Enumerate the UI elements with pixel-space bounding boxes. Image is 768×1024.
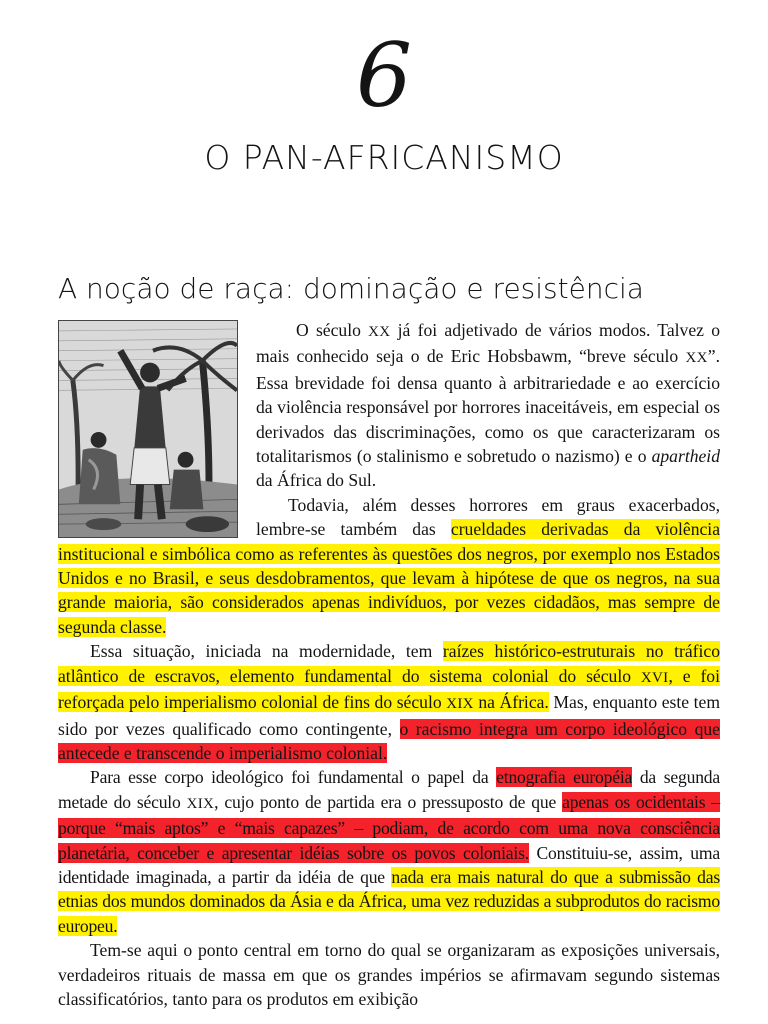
text-run: Constituiu-se, assim, uma identidade imaginada, a partir da idéia de que <box>58 842 720 887</box>
body-text <box>58 318 720 1011</box>
small-caps-run: XVI <box>640 669 669 686</box>
yellow-highlight: nada era mais natural do que a submissão das etnias dos mundos dominados da Ásia e da África, uma vez reduzidas a subprodutos do racismo europeu. <box>58 866 720 936</box>
text-run: Essa situação, iniciada na modernidade, tem <box>90 641 443 662</box>
text-run: O século <box>296 320 369 340</box>
small-caps-run: XX <box>368 324 391 340</box>
italic-run: apartheid <box>651 446 720 467</box>
text-run: da segunda metade do século <box>58 767 720 812</box>
paragraph-3 <box>58 639 720 765</box>
paragraph-4 <box>58 765 720 938</box>
text-run: , cujo ponto de partida era o pressuposto de que <box>214 791 563 812</box>
text-run: já foi adjetivado de vários modos. Talvez o mais conhecido seja o de Eric Hobsbawm, “breve século <box>256 320 720 367</box>
text-run: na África. <box>473 692 549 713</box>
red-highlight: etnografia européia <box>496 767 633 788</box>
text-run: , e foi reforçada pelo imperialismo colonial de fins do século <box>58 665 720 713</box>
chapter-title: O PAN-AFRICANISMO <box>204 138 564 177</box>
text-run: raízes histórico-estruturais no tráfico atlântico de escravos, elemento fundamental do sistema colonial do século <box>58 641 720 686</box>
section-heading: A noção de raça: dominação e resistência <box>58 272 644 305</box>
small-caps-run: XX <box>685 350 708 367</box>
chapter-number: 6 <box>356 24 412 127</box>
small-caps-run: XIX <box>446 696 474 713</box>
text-run: Para esse corpo ideológico foi fundamental o papel da <box>90 767 497 788</box>
text-run: Todavia, além desses horrores em graus exacerbados, lembre-se também das <box>256 494 720 540</box>
yellow-highlight: crueldades derivadas da violência institucional e simbólica como as referentes às questões dos negros, por exemplo nos Estados Unidos e no Brasil, e seus desdobramentos, que levam à hipótese de que os negros, na sua grande maioria, são considerados apenas indivíduos, por vezes cidadãos, mas sempre de segunda classe. <box>58 519 721 637</box>
paragraph-5 <box>58 938 720 1011</box>
small-caps-run: XIX <box>186 795 215 812</box>
text-run: da África do Sul. <box>256 470 377 491</box>
red-highlight: apenas os ocidentais – porque “mais aptos” e “mais capazes” – podiam, de acordo com uma nova consciência planetária, conceber e apresentar idéias sobre os povos coloniais. <box>58 791 720 863</box>
illustration-spacer <box>58 318 256 536</box>
text-run: Tem-se aqui o ponto central em torno do qual se organizaram as exposições universais, verdadeiros rituais de massa em que os grandes impérios se afirmavam segundo sistemas classificatórios, tanto para os produtos em exibição <box>58 940 720 1009</box>
text-run: ”. Essa brevidade foi densa quanto à arbitrariedade e ao exercício da violência responsável por horrores inaceitáveis, em especial os derivados das discriminações, como os que caracterizaram os totalitarismos (o stalinismo e sobretudo o nazismo) e o <box>256 346 720 467</box>
red-highlight: o racismo integra um corpo ideológico que antecede e transcende o imperialismo colonial. <box>58 718 720 763</box>
text-run: Mas, enquanto este tem sido por vezes qualificado como contingente, <box>58 692 720 739</box>
